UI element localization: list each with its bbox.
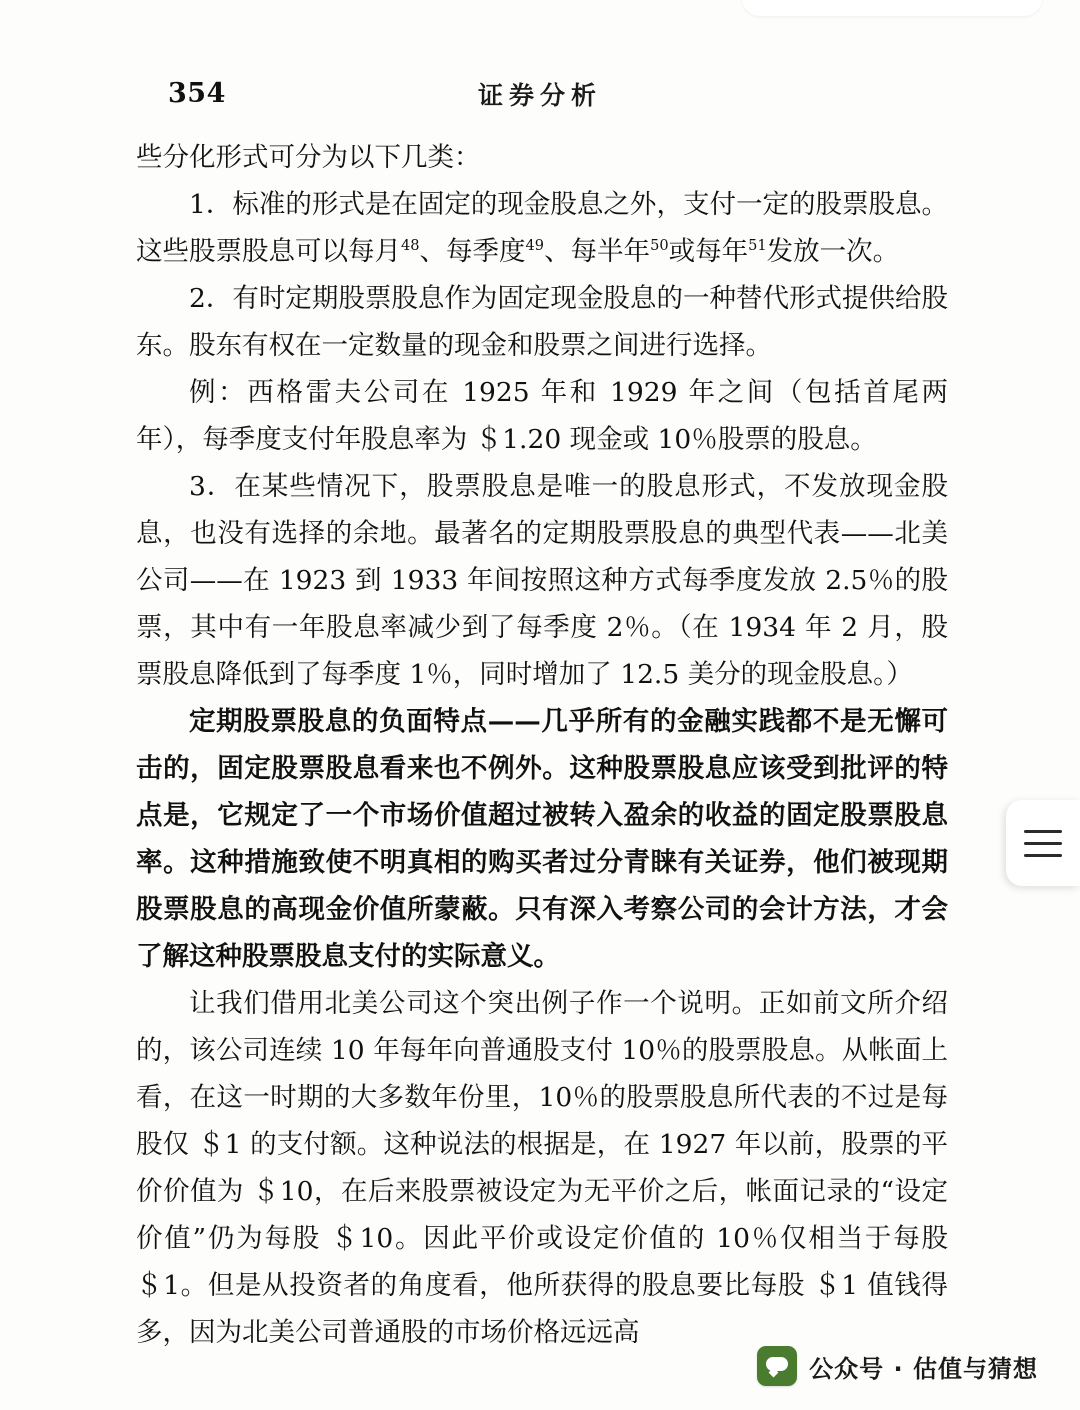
paragraph-6: 让我们借用北美公司这个突出例子作一个说明。正如前文所介绍的，该公司连续 10 年每年向普通股支付 10％的股票股息。从帐面上看，在这一时期的大多数年份里，10％的股票股息所代表的不过是每股仅 ＄1 的支付额。这种说法的根据是，在 1927 年以前，股票的平价价值为 ＄10，在后来股票被设定为无平价之后，帐面记录的“设定价值”仍为每股 ＄10。因此平价或设定价值的 10％仅相当于每股 ＄1。但是从投资者的角度看，他所获得的股息要比每股 ＄1 值钱得多，因为北美公司普通股的市场价格远远高 xyxy=(136,988,948,1348)
watermark-text: 公众号 · 估值与猜想 xyxy=(809,1354,1038,1383)
book-title-header: 证券分析 xyxy=(477,81,602,110)
hamburger-menu-icon xyxy=(1024,830,1062,857)
footnote-marker-48: 48 xyxy=(401,237,420,255)
top-chrome-bar xyxy=(742,0,1042,16)
paragraph-4: 3．在某些情况下，股票股息是唯一的股息形式，不发放现金股息，也没有选择的余地。最著名的定期股票股息的典型代表——北美公司——在 1923 到 1933 年间按照这种方式每季度发放 2.5％的股票，其中有一年股息率减少到了每季度 2％。（在 1934 年 2 月，股票股息降低到了每季度 1％，同时增加了 12.5 美分的现金股息。） xyxy=(136,471,948,690)
floating-menu-button[interactable] xyxy=(1006,800,1080,886)
wechat-official-account-icon xyxy=(757,1346,797,1386)
paragraph-2: 2．有时定期股票股息作为固定现金股息的一种替代形式提供给股东。股东有权在一定数量的现金和股票之间进行选择。 xyxy=(136,283,948,361)
paragraph-3-example: 例：西格雷夫公司在 1925 年和 1929 年之间（包括首尾两年），每季度支付年股息率为 ＄1.20 现金或 10％股票的股息。 xyxy=(136,377,948,455)
paragraph-1: 1．标准的形式是在固定的现金股息之外，支付一定的股票股息。这些股票股息可以每月$^{48}$、每季度$^{49}$、每半年$^{50}$或每年$^{51}$发放一次。 xyxy=(136,189,948,267)
footnote-marker-50: 50 xyxy=(650,237,669,255)
footnote-marker-49: 49 xyxy=(525,237,545,255)
footnote-marker-51: 51 xyxy=(748,237,767,255)
watermark xyxy=(757,1346,1038,1386)
page-body-text xyxy=(136,134,948,1356)
paragraph-5-bold-section: 定期股票股息的负面特点——几乎所有的金融实践都不是无懈可击的，固定股票股息看来也不例外。这种股票股息应该受到批评的特点是，它规定了一个市场价值超过被转入盈余的收益的固定股票股息率。这种措施致使不明真相的购买者过分青睐有关证券，他们被现期股票股息的高现金价值所蒙蔽。只有深入考察公司的会计方法，才会了解这种股票股息支付的实际意义。 xyxy=(136,706,948,972)
paragraph-0: 些分化形式可分为以下几类： xyxy=(136,142,481,173)
page-number: 354 xyxy=(168,78,226,109)
